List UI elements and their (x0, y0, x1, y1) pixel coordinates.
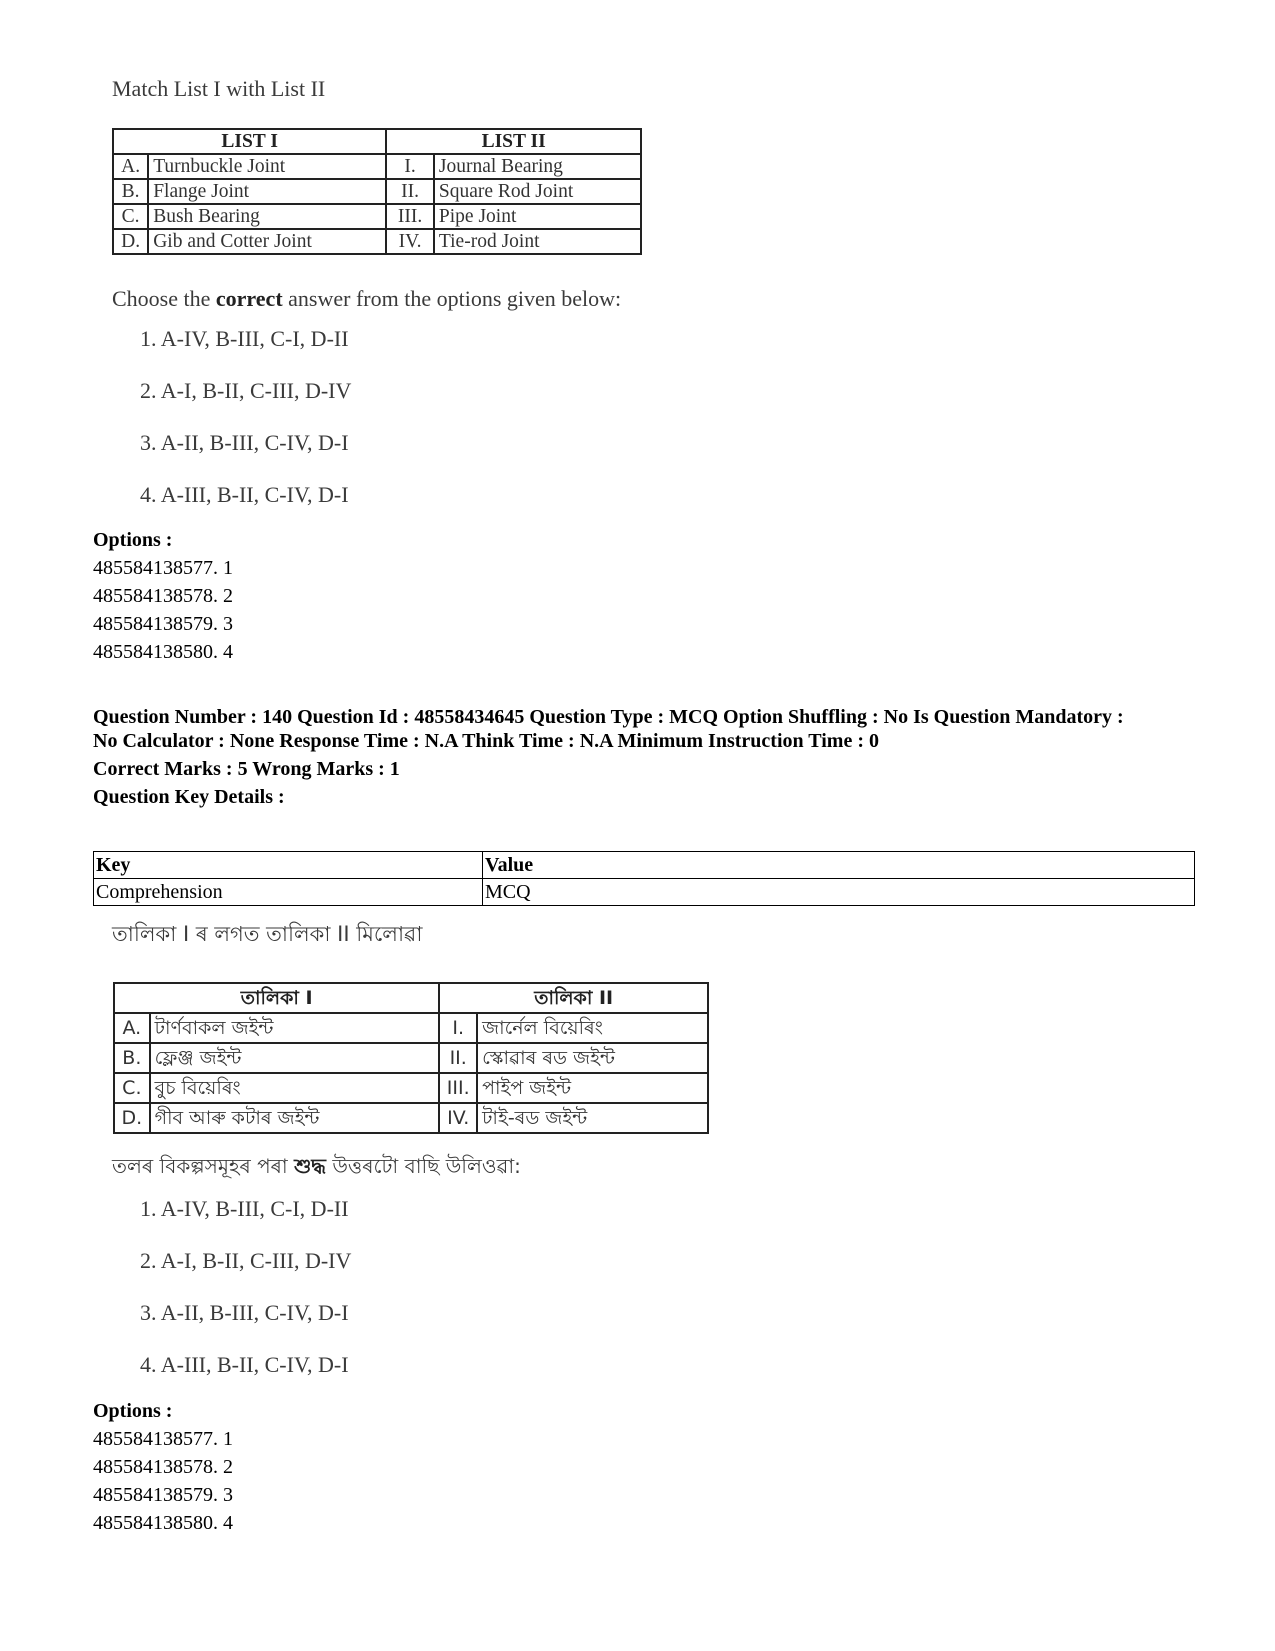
list-1-item: গীব আৰু কটাৰ জইন্ট (150, 1103, 440, 1133)
row-label: III. (386, 204, 434, 229)
row-label: III. (439, 1073, 477, 1103)
list-2-item: পাইপ জইন্ট (477, 1073, 708, 1103)
list-2-item: টাই-ৰড জইন্ট (477, 1103, 708, 1133)
list-2-item: Tie-rod Joint (434, 229, 641, 254)
question-title-assamese: তালিকা I ৰ লগত তালিকা II মিলোৱা (112, 922, 423, 946)
list-1-item: টাৰ্ণবাকল জইন্ট (150, 1013, 440, 1043)
question-meta: No Calculator : None Response Time : N.A Think Time : N.A Minimum Instruction Time : 0 (93, 730, 879, 752)
value-header: Value (483, 852, 1195, 879)
table-row (113, 204, 641, 229)
answer-choice: 2. A-I, B-II, C-III, D-IV (140, 378, 352, 403)
option-id: 485584138578. 2 (93, 1456, 233, 1478)
key-header: Key (94, 852, 483, 879)
row-label: A. (114, 1013, 150, 1043)
table-row (113, 179, 641, 204)
answer-choice: 2. A-I, B-II, C-III, D-IV (140, 1248, 352, 1273)
list-1-item: Gib and Cotter Joint (148, 229, 386, 254)
table-row (114, 1013, 708, 1043)
row-label: II. (439, 1043, 477, 1073)
table-row (113, 154, 641, 179)
marks-line: Correct Marks : 5 Wrong Marks : 1 (93, 758, 400, 780)
row-label: A. (113, 154, 148, 179)
list-2-header: LIST II (386, 129, 641, 154)
answer-choice: 3. A-II, B-III, C-IV, D-I (140, 1300, 349, 1325)
key-details-label: Question Key Details : (93, 786, 285, 808)
row-label: I. (386, 154, 434, 179)
key-details-table (93, 851, 1195, 906)
table-row (114, 1043, 708, 1073)
match-table-assamese (113, 982, 709, 1134)
list-1-item: Turnbuckle Joint (148, 154, 386, 179)
answer-choice: 1. A-IV, B-III, C-I, D-II (140, 326, 349, 351)
match-table-english (112, 128, 642, 255)
option-id: 485584138580. 4 (93, 641, 233, 663)
list-1-item: Bush Bearing (148, 204, 386, 229)
table-row (114, 1073, 708, 1103)
list-2-item: Pipe Joint (434, 204, 641, 229)
list-2-item: স্কোৱাৰ ৰড জইন্ট (477, 1043, 708, 1073)
row-label: B. (114, 1043, 150, 1073)
option-id: 485584138578. 2 (93, 585, 233, 607)
list-1-item: বুচ বিয়েৰিং (150, 1073, 440, 1103)
options-label: Options : (93, 1400, 173, 1422)
choose-instruction (112, 286, 621, 312)
list-1-header: LIST I (113, 129, 386, 154)
answer-choice: 4. A-III, B-II, C-IV, D-I (140, 482, 349, 507)
row-label: C. (114, 1073, 150, 1103)
row-label: D. (114, 1103, 150, 1133)
question-meta: Question Number : 140 Question Id : 48558434645 Question Type : MCQ Option Shuffling : No Is Question Mandatory : (93, 706, 1124, 728)
answer-choice: 3. A-II, B-III, C-IV, D-I (140, 430, 349, 455)
value-cell: MCQ (483, 879, 1195, 906)
list-2-item: জাৰ্নেল বিয়েৰিং (477, 1013, 708, 1043)
row-label: B. (113, 179, 148, 204)
table-row (114, 1103, 708, 1133)
list-2-header: তালিকা II (439, 983, 708, 1013)
option-id: 485584138580. 4 (93, 1512, 233, 1534)
answer-choice: 4. A-III, B-II, C-IV, D-I (140, 1352, 349, 1377)
list-2-item: Journal Bearing (434, 154, 641, 179)
row-label: C. (113, 204, 148, 229)
row-label: D. (113, 229, 148, 254)
row-label: IV. (439, 1103, 477, 1133)
choose-text: উত্তৰটো বাছি উলিওৱা: (325, 1154, 521, 1178)
option-id: 485584138577. 1 (93, 557, 233, 579)
choose-text: answer from the options given below: (282, 286, 622, 311)
row-label: IV. (386, 229, 434, 254)
key-cell: Comprehension (94, 879, 483, 906)
choose-instruction-assamese (112, 1152, 521, 1185)
choose-text: তলৰ বিকল্পসমূহৰ পৰা (112, 1154, 295, 1178)
choose-emphasis: শুদ্ধ (294, 1154, 326, 1178)
option-id: 485584138579. 3 (93, 1484, 233, 1506)
choose-text: Choose the (112, 286, 216, 311)
list-2-item: Square Rod Joint (434, 179, 641, 204)
table-row (113, 229, 641, 254)
list-1-header: তালিকা I (114, 983, 439, 1013)
option-id: 485584138579. 3 (93, 613, 233, 635)
list-1-item: Flange Joint (148, 179, 386, 204)
question-title: Match List I with List II (112, 76, 326, 101)
row-label: II. (386, 179, 434, 204)
row-label: I. (439, 1013, 477, 1043)
list-1-item: ফ্লেঞ্জ জইন্ট (150, 1043, 440, 1073)
options-label: Options : (93, 529, 173, 551)
option-id: 485584138577. 1 (93, 1428, 233, 1450)
answer-choice: 1. A-IV, B-III, C-I, D-II (140, 1196, 349, 1221)
choose-emphasis: correct (215, 286, 283, 311)
